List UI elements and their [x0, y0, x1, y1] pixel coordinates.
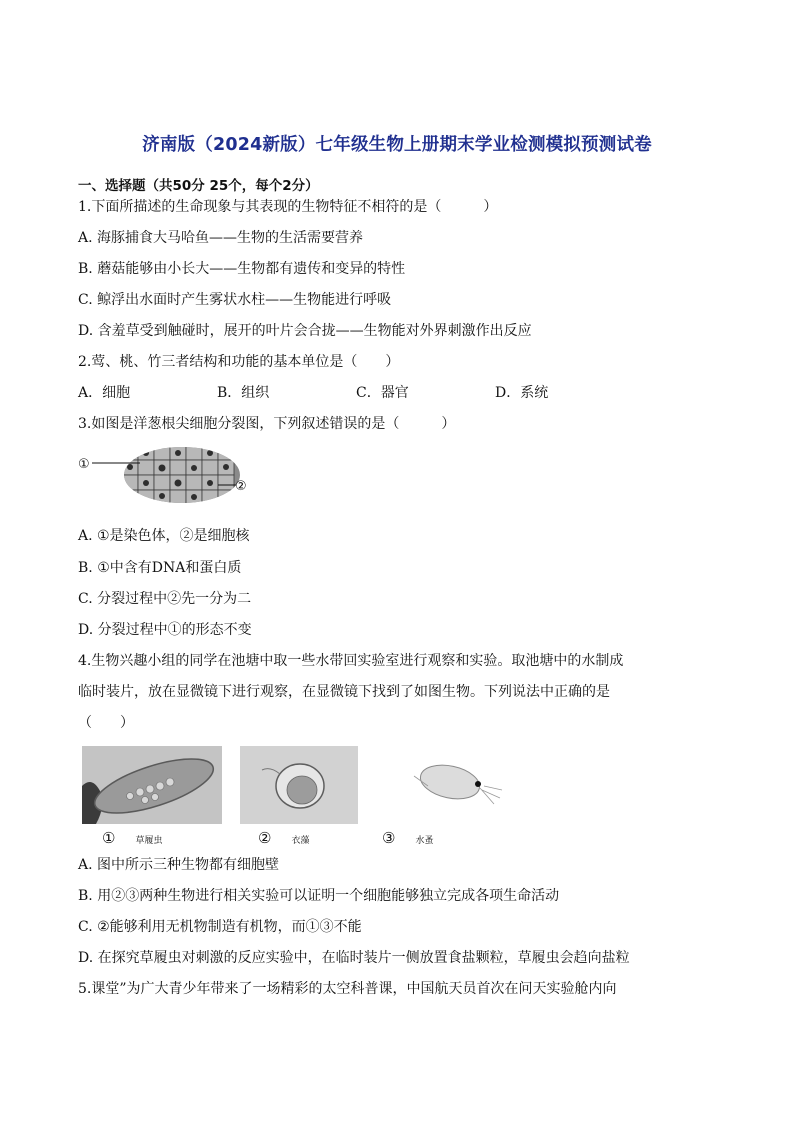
q3-stem: 3.如图是洋葱根尖细胞分裂图，下列叙述错误的是（ ） [78, 416, 456, 432]
q2-option-a: A．细胞 [78, 385, 131, 401]
q2-option-b: B．组织 [217, 385, 270, 401]
paramecium-image [82, 746, 222, 824]
section-heading: 一、选择题（共50分 25个，每个2分） [78, 178, 319, 194]
q3-option-c: C. 分裂过程中②先一分为二 [78, 591, 252, 607]
q1-option-d: D. 含羞草受到触碰时，展开的叶片会合拢——生物能对外界刺激作出反应 [78, 323, 532, 339]
caption-2-name: 衣藻 [291, 835, 310, 845]
figure-label-1: ① [78, 457, 90, 472]
caption-3-name: 水蚤 [415, 835, 434, 845]
q4-option-b: B. 用②③两种生物进行相关实验可以证明一个细胞能够独立完成各项生命活动 [78, 888, 560, 904]
q2-option-d: D．系统 [495, 385, 549, 401]
q4-stem-line-2: 临时装片，放在显微镜下进行观察，在显微镜下找到了如图生物。下列说法中正确的是 [78, 684, 610, 700]
chlamydomonas-image [240, 746, 358, 824]
page-title: 济南版（2024新版）七年级生物上册期末学业检测模拟预测试卷 [142, 135, 652, 155]
q2-option-c: C．器官 [356, 385, 409, 401]
onion-root-tip-figure [78, 446, 248, 504]
figure-label-2: ② [235, 479, 247, 494]
caption-1 [102, 829, 162, 847]
caption-1-name: 草履虫 [135, 835, 163, 845]
caption-2-num: ② [258, 830, 272, 847]
q5-stem-line-1: 5.课堂”为广大青少年带来了一场精彩的太空科普课，中国航天员首次在问天实验舱内向 [78, 981, 617, 997]
q4-option-a: A. 图中所示三种生物都有细胞壁 [78, 857, 280, 873]
q4-stem-line-3: （ ） [78, 715, 134, 731]
q3-option-a: A. ①是染色体，②是细胞核 [78, 528, 250, 544]
q3-option-b: B. ①中含有DNA和蛋白质 [78, 560, 242, 576]
caption-1-num: ① [102, 830, 116, 847]
q1-stem: 1.下面所描述的生命现象与其表现的生物特征不相符的是（ ） [78, 199, 498, 215]
daphnia-image [398, 746, 508, 824]
q3-option-d: D. 分裂过程中①的形态不变 [78, 622, 252, 638]
q4-option-c: C. ②能够利用无机物制造有机物，而①③不能 [78, 919, 362, 935]
q2-options [78, 384, 634, 402]
q4-option-d: D. 在探究草履虫对刺激的反应实验中，在临时装片一侧放置食盐颗粒，草履虫会趋向盐粒 [78, 950, 630, 966]
q1-option-a: A. 海豚捕食大马哈鱼——生物的生活需要营养 [78, 230, 364, 246]
caption-3 [382, 829, 433, 847]
q1-option-c: C. 鲸浮出水面时产生雾状水柱——生物能进行呼吸 [78, 292, 392, 308]
caption-2 [258, 829, 309, 847]
caption-3-num: ③ [382, 830, 396, 847]
q1-option-b: B. 蘑菇能够由小长大——生物都有遗传和变异的特性 [78, 261, 406, 277]
q4-stem-line-1: 4.生物兴趣小组的同学在池塘中取一些水带回实验室进行观察和实验。取池塘中的水制成 [78, 653, 624, 669]
q2-stem: 2.莺、桃、竹三者结构和功能的基本单位是（ ） [78, 354, 400, 370]
